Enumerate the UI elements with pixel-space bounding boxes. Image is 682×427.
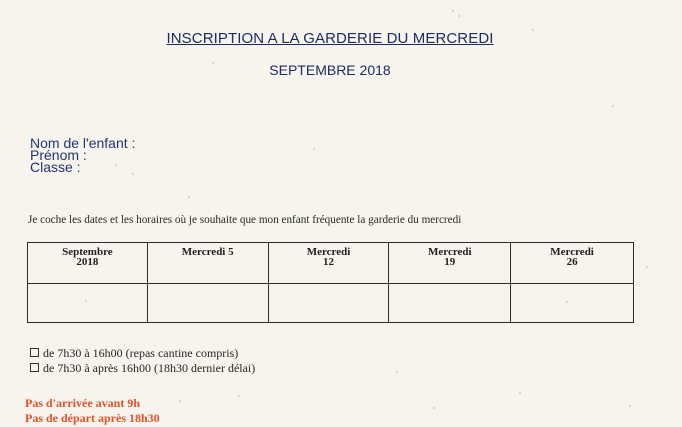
attendance-table <box>27 242 634 323</box>
checkbox-cell-wednesday-26[interactable] <box>511 284 634 323</box>
header-month-line1: Septembre <box>62 246 113 258</box>
option-until-16h[interactable] <box>30 346 255 361</box>
paper-speck <box>179 400 181 402</box>
checkbox-cell-wednesday-12[interactable] <box>268 284 389 323</box>
paper-speck <box>519 392 521 394</box>
paper-speck <box>396 371 398 373</box>
checkbox-cell-wednesday-5[interactable] <box>147 284 268 323</box>
instruction-text: Je coche les dates et les horaires où je souhaite que mon enfant fréquente la garderie du mercredi <box>28 214 462 226</box>
paper-speck <box>629 405 631 407</box>
checkbox-icon[interactable] <box>30 363 39 372</box>
header-date-line2: 12 <box>323 256 334 268</box>
schedule-options <box>30 346 255 376</box>
header-wednesday-26 <box>511 243 634 284</box>
paper-speck <box>646 266 648 268</box>
child-name-label: Nom de l'enfant : <box>30 135 136 151</box>
checkbox-icon[interactable] <box>30 348 39 357</box>
page-subtitle: SEPTEMBRE 2018 <box>269 62 391 78</box>
paper-speck <box>433 407 435 409</box>
header-month <box>28 243 148 284</box>
checkbox-cell-wednesday-19[interactable] <box>389 284 511 323</box>
arrival-warning: Pas d'arrivée avant 9h <box>25 396 140 410</box>
option-label: de 7h30 à 16h00 (repas cantine compris) <box>43 346 239 360</box>
paper-speck <box>452 10 454 12</box>
option-label: de 7h30 à après 16h00 (18h30 dernier délai) <box>43 361 256 375</box>
header-wednesday-19 <box>389 243 511 284</box>
header-month-line2: 2018 <box>76 256 99 268</box>
cell-month-blank <box>28 284 148 323</box>
child-info-fields <box>30 137 135 173</box>
paper-speck <box>313 148 315 150</box>
paper-speck <box>458 15 460 17</box>
child-class-label: Classe : <box>30 159 81 175</box>
paper-speck <box>238 395 240 397</box>
header-date-line1: Mercredi <box>550 246 594 258</box>
table-row <box>28 284 634 323</box>
header-wednesday-5 <box>147 243 268 284</box>
time-warnings <box>25 396 160 426</box>
paper-speck <box>188 196 190 198</box>
header-date-line2: 26 <box>566 256 578 268</box>
paper-speck <box>132 173 134 175</box>
child-firstname-label: Prénom : <box>30 147 87 163</box>
table-header-row <box>28 243 634 284</box>
header-date-line2: 19 <box>444 256 456 268</box>
option-after-16h[interactable] <box>30 361 255 376</box>
paper-speck <box>612 105 614 107</box>
page-title: INSCRIPTION A LA GARDERIE DU MERCREDI <box>166 30 494 47</box>
departure-warning: Pas de départ après 18h30 <box>25 411 160 425</box>
header-date-line1: Mercredi <box>428 246 472 258</box>
header-wednesday-12 <box>268 243 389 284</box>
header-date-line1: Mercredi 5 <box>181 246 234 258</box>
header-date-line1: Mercredi <box>306 246 351 258</box>
